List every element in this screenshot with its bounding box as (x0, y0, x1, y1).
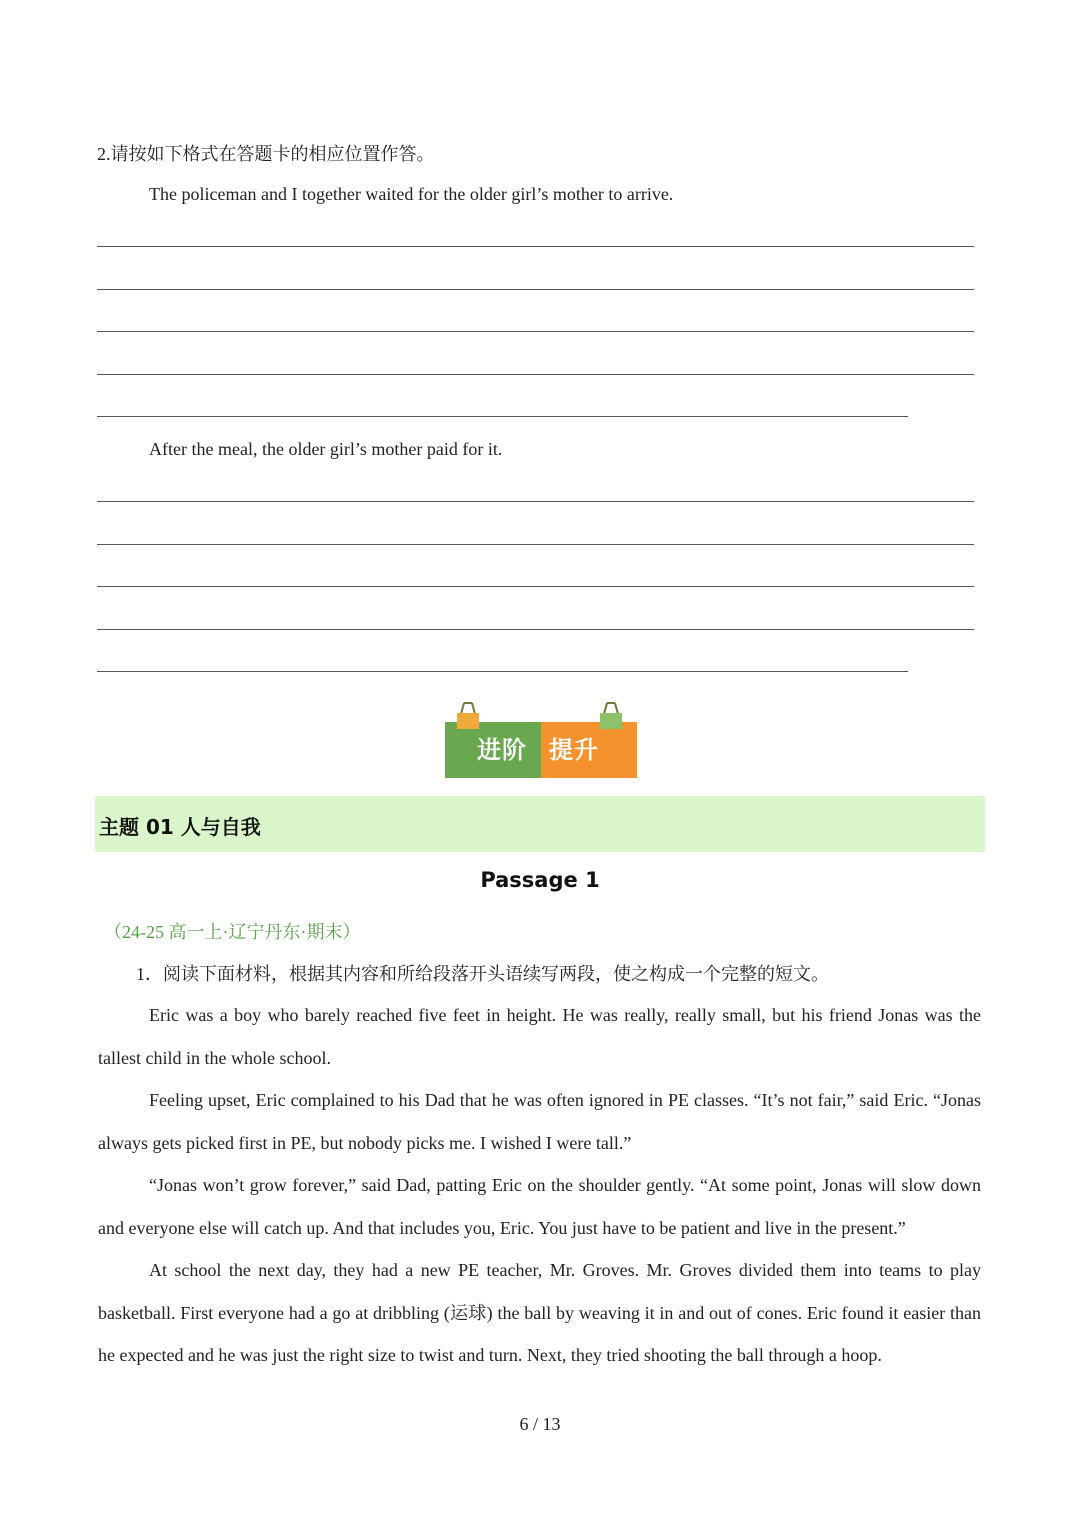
banner-left-text: 进阶 (477, 736, 527, 764)
question-source: （24-25 高一上·辽宁丹东·期末） (104, 922, 361, 942)
answer-line (97, 374, 974, 375)
answer-line (97, 501, 974, 502)
question-instruction: 1．阅读下面材料，根据其内容和所给段落开头语续写两段，使之构成一个完整的短文。 (136, 964, 829, 984)
paragraph-prompt-2: After the meal, the older girl’s mother paid for it. (149, 439, 503, 459)
binder-clip-icon (455, 700, 481, 730)
banner-right-text: 提升 (549, 736, 599, 764)
answer-line (97, 289, 974, 290)
passage-paragraph: “Jonas won’t grow forever,” said Dad, patting Eric on the shoulder gently. “At some point, Jonas will slow down and everyone else will catch up. And that includes you, Eric. You just have to be patient and live in the present.” (98, 1175, 981, 1238)
writing-instruction: 2.请按如下格式在答题卡的相应位置作答。 (97, 144, 435, 164)
topic-heading: 主题 01 人与自我 (99, 815, 261, 839)
answer-line (97, 671, 908, 672)
page-number: 6 / 13 (519, 1414, 561, 1434)
answer-line (97, 331, 974, 332)
passage-paragraph: Feeling upset, Eric complained to his Dad that he was often ignored in PE classes. “It’s not fair,” said Eric. “Jonas always gets picked first in PE, but nobody picks me. I wished I were tall.” (98, 1090, 981, 1153)
binder-clip-icon (598, 700, 624, 730)
answer-line (97, 544, 974, 545)
answer-line (97, 246, 974, 247)
passage-paragraph: At school the next day, they had a new PE teacher, Mr. Groves. Mr. Groves divided them into teams to play basketball. First everyone had a go at dribbling (运球) the ball by weaving it in and out of cones. Eric found it easier than he expected and he was just the right size to twist and turn. Next, they tried shooting the ball through a hoop. (98, 1260, 981, 1365)
passage-paragraph: Eric was a boy who barely reached five feet in height. He was really, really small, but his friend Jonas was the tallest child in the whole school. (98, 1005, 981, 1068)
passage-title: Passage 1 (480, 868, 600, 892)
advanced-banner (445, 700, 637, 780)
answer-line (97, 629, 974, 630)
paragraph-prompt-1: The policeman and I together waited for the older girl’s mother to arrive. (149, 184, 674, 204)
answer-line (97, 416, 908, 417)
answer-line (97, 586, 974, 587)
